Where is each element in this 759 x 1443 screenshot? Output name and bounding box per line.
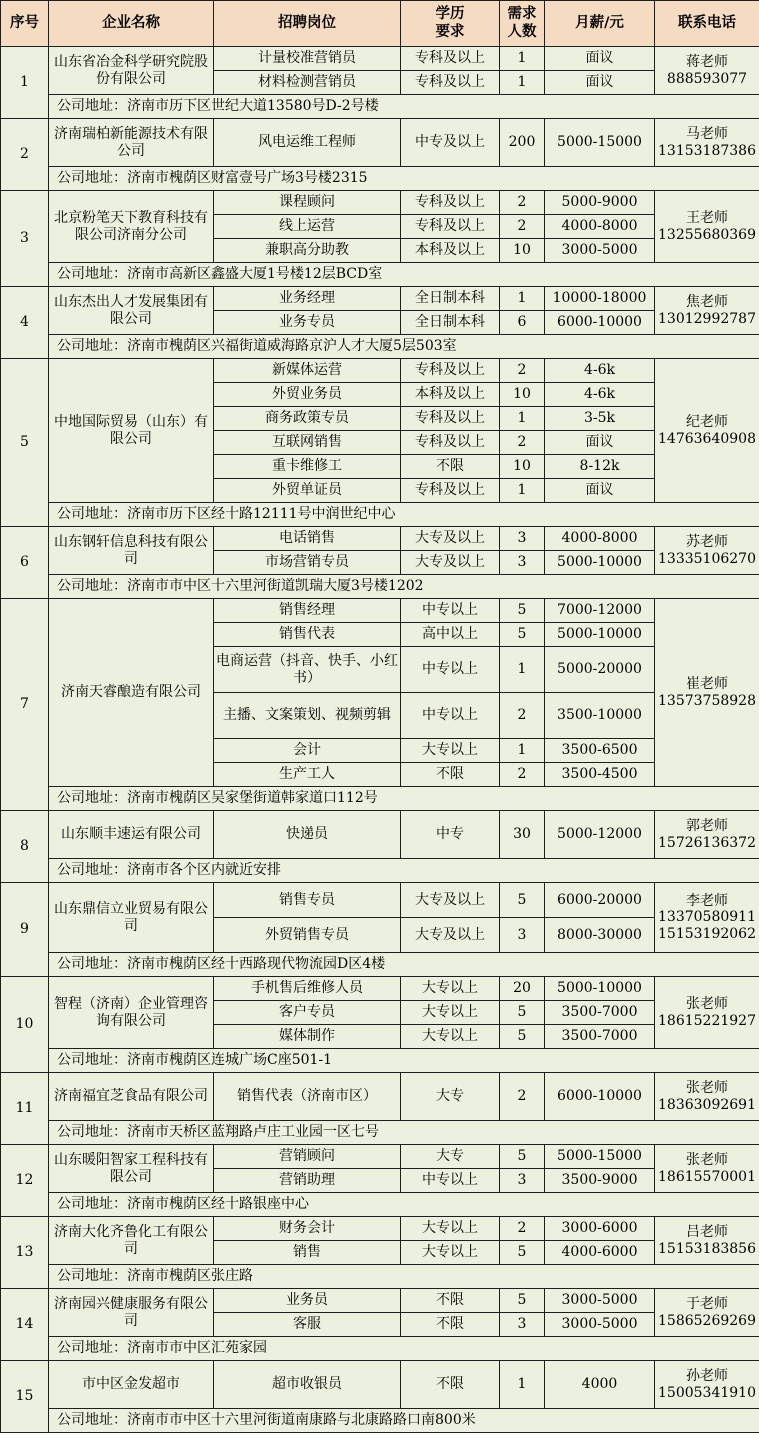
job-count: 5 (500, 1145, 545, 1169)
job-education: 专科及以上 (401, 71, 500, 95)
company-index: 12 (1, 1145, 49, 1217)
company-index: 3 (1, 191, 49, 287)
job-count: 1 (500, 479, 545, 503)
job-count: 5 (500, 883, 545, 918)
job-title: 课程顾问 (214, 191, 401, 215)
address-prefix: 公司地址： (57, 1340, 127, 1357)
job-title: 超市收银员 (214, 1361, 401, 1409)
address-prefix: 公司地址： (57, 578, 127, 595)
company-address (49, 167, 759, 191)
job-salary: 5000-10000 (545, 551, 655, 575)
company-contact: 王老师 13255680369 (655, 191, 759, 263)
address-value: 济南市槐荫区经十西路现代物流园D区4楼 (127, 956, 386, 973)
job-education: 专科及以上 (401, 479, 500, 503)
job-row (1, 191, 759, 215)
company-name: 山东省冶金科学研究院股份有限公司 (49, 47, 214, 95)
job-title: 外贸销售专员 (214, 918, 401, 953)
address-row (1, 1049, 759, 1073)
job-salary: 5000-10000 (545, 977, 655, 1001)
job-education: 本科及以上 (401, 383, 500, 407)
address-prefix: 公司地址： (57, 1196, 127, 1213)
company-index: 10 (1, 977, 49, 1073)
job-education: 大专以上 (401, 1217, 500, 1241)
company-index: 11 (1, 1073, 49, 1145)
job-row (1, 811, 759, 859)
address-row (1, 575, 759, 599)
job-education: 大专以上 (401, 1001, 500, 1025)
address-prefix: 公司地址： (57, 956, 127, 973)
company-contact: 蒋老师 888593077 (655, 47, 759, 95)
header-row (1, 1, 759, 47)
job-education: 大专以上 (401, 739, 500, 763)
company-address (49, 1409, 759, 1433)
address-prefix: 公司地址： (57, 862, 127, 879)
address-prefix: 公司地址： (57, 170, 127, 187)
job-education: 中专以上 (401, 1169, 500, 1193)
job-count: 30 (500, 811, 545, 859)
company-name: 山东鼎信立业贸易有限公司 (49, 883, 214, 953)
job-salary: 3-5k (545, 407, 655, 431)
job-salary: 4-6k (545, 359, 655, 383)
job-education: 大专 (401, 1073, 500, 1121)
job-salary: 5000-15000 (545, 119, 655, 167)
company-contact: 郭老师 15726136372 (655, 811, 759, 859)
job-salary: 面议 (545, 431, 655, 455)
address-row (1, 787, 759, 811)
company-contact: 张老师 18363092691 (655, 1073, 759, 1121)
job-education: 专科及以上 (401, 407, 500, 431)
job-salary: 3500-10000 (545, 693, 655, 739)
job-count: 2 (500, 693, 545, 739)
header-company: 企业名称 (49, 1, 214, 47)
job-education: 专科及以上 (401, 191, 500, 215)
job-salary: 3000-5000 (545, 1289, 655, 1313)
job-education: 不限 (401, 1361, 500, 1409)
job-salary: 4000-8000 (545, 527, 655, 551)
job-count: 5 (500, 1001, 545, 1025)
job-title: 外贸单证员 (214, 479, 401, 503)
job-count: 3 (500, 1313, 545, 1337)
job-salary: 3500-7000 (545, 1025, 655, 1049)
job-row (1, 1289, 759, 1313)
job-salary: 6000-10000 (545, 311, 655, 335)
job-education: 不限 (401, 455, 500, 479)
job-count: 1 (500, 407, 545, 431)
address-value: 济南市槐荫区财富壹号广场3号楼2315 (127, 170, 368, 187)
company-address (49, 95, 759, 119)
company-address (49, 1049, 759, 1073)
job-salary: 面议 (545, 71, 655, 95)
job-title: 业务专员 (214, 311, 401, 335)
company-address (49, 1337, 759, 1361)
address-row (1, 1337, 759, 1361)
job-education: 中专及以上 (401, 119, 500, 167)
company-address (49, 787, 759, 811)
company-index: 8 (1, 811, 49, 883)
job-count: 1 (500, 287, 545, 311)
job-title: 营销助理 (214, 1169, 401, 1193)
job-salary: 5000-12000 (545, 811, 655, 859)
job-salary: 3500-4500 (545, 763, 655, 787)
address-row (1, 953, 759, 977)
address-row (1, 503, 759, 527)
job-count: 3 (500, 1169, 545, 1193)
address-value: 济南市历下区世纪大道13580号D-2号楼 (127, 98, 379, 115)
job-title: 销售专员 (214, 883, 401, 918)
company-index: 1 (1, 47, 49, 119)
company-contact: 李老师 13370580911 15153192062 (655, 883, 759, 953)
job-salary: 7000-12000 (545, 599, 655, 623)
company-name: 市中区金发超市 (49, 1361, 214, 1409)
job-education: 专科及以上 (401, 215, 500, 239)
address-value: 济南市槐荫区兴福街道威海路京沪人才大厦5层503室 (127, 338, 457, 355)
company-name: 山东杰出人才发展集团有限公司 (49, 287, 214, 335)
company-index: 4 (1, 287, 49, 359)
job-education: 大专以上 (401, 1025, 500, 1049)
company-address (49, 1265, 759, 1289)
job-title: 销售经理 (214, 599, 401, 623)
address-row (1, 1265, 759, 1289)
company-name: 山东顺丰速运有限公司 (49, 811, 214, 859)
job-title: 电话销售 (214, 527, 401, 551)
company-index: 6 (1, 527, 49, 599)
header-position: 招聘岗位 (214, 1, 401, 47)
company-contact: 纪老师 14763640908 (655, 359, 759, 503)
company-address (49, 953, 759, 977)
company-contact: 马老师 13153187386 (655, 119, 759, 167)
job-salary: 5000-20000 (545, 647, 655, 693)
job-education: 中专 (401, 811, 500, 859)
address-row (1, 335, 759, 359)
job-education: 大专 (401, 1145, 500, 1169)
address-row (1, 1193, 759, 1217)
job-count: 2 (500, 191, 545, 215)
address-value: 济南市历下区经十路12111号中润世纪中心 (127, 506, 396, 523)
company-address (49, 575, 759, 599)
job-title: 业务经理 (214, 287, 401, 311)
address-prefix: 公司地址： (57, 266, 127, 283)
job-row (1, 1145, 759, 1169)
address-value: 济南市市中区十六里河街道凯瑞大厦3号楼1202 (127, 578, 424, 595)
job-education: 不限 (401, 1289, 500, 1313)
address-prefix: 公司地址： (57, 1412, 127, 1429)
job-education: 全日制本科 (401, 287, 500, 311)
address-prefix: 公司地址： (57, 1268, 127, 1285)
address-prefix: 公司地址： (57, 338, 127, 355)
address-prefix: 公司地址： (57, 98, 127, 115)
company-name: 济南瑞柏新能源技术有限公司 (49, 119, 214, 167)
company-address (49, 335, 759, 359)
job-row (1, 1361, 759, 1409)
job-title: 客户专员 (214, 1001, 401, 1025)
header-count: 需求 人数 (500, 1, 545, 47)
company-contact: 吕老师 15153183856 (655, 1217, 759, 1265)
job-count: 3 (500, 918, 545, 953)
job-row (1, 527, 759, 551)
job-count: 2 (500, 215, 545, 239)
address-value: 济南市槐荫区张庄路 (127, 1268, 253, 1285)
job-count: 2 (500, 359, 545, 383)
job-salary: 3000-5000 (545, 239, 655, 263)
address-value: 济南市市中区汇苑家园 (127, 1340, 267, 1357)
address-value: 济南市槐荫区吴家堡街道韩家道口112号 (127, 790, 378, 807)
job-salary: 面议 (545, 479, 655, 503)
job-title: 销售代表（济南市区） (214, 1073, 401, 1121)
job-education: 专科及以上 (401, 359, 500, 383)
job-salary: 3000-5000 (545, 1313, 655, 1337)
company-contact: 焦老师 13012992787 (655, 287, 759, 335)
job-salary: 6000-20000 (545, 883, 655, 918)
job-row (1, 977, 759, 1001)
job-count: 2 (500, 763, 545, 787)
job-education: 中专以上 (401, 599, 500, 623)
job-title: 媒体制作 (214, 1025, 401, 1049)
job-education: 专科及以上 (401, 431, 500, 455)
job-title: 手机售后维修人员 (214, 977, 401, 1001)
company-index: 15 (1, 1361, 49, 1433)
job-row (1, 359, 759, 383)
company-address (49, 1193, 759, 1217)
address-value: 济南市天桥区蓝翔路卢庄工业园一区七号 (127, 1124, 379, 1141)
job-count: 3 (500, 551, 545, 575)
company-contact: 苏老师 13335106270 (655, 527, 759, 575)
company-name: 济南福宜芝食品有限公司 (49, 1073, 214, 1121)
table-body (1, 47, 759, 1433)
header-salary: 月薪/元 (545, 1, 655, 47)
company-index: 14 (1, 1289, 49, 1361)
job-education: 大专及以上 (401, 527, 500, 551)
job-education: 中专以上 (401, 693, 500, 739)
job-title: 快递员 (214, 811, 401, 859)
job-count: 1 (500, 47, 545, 71)
address-row (1, 859, 759, 883)
job-count: 5 (500, 1025, 545, 1049)
company-name: 济南园兴健康服务有限公司 (49, 1289, 214, 1337)
company-address (49, 859, 759, 883)
job-salary: 10000-18000 (545, 287, 655, 311)
address-value: 济南市各个区内就近安排 (127, 862, 281, 879)
job-count: 10 (500, 383, 545, 407)
address-row (1, 1121, 759, 1145)
job-education: 大专及以上 (401, 883, 500, 918)
address-row (1, 263, 759, 287)
address-value: 济南市市中区十六里河街道南康路与北康路路口南800米 (127, 1412, 476, 1429)
header-education: 学历 要求 (401, 1, 500, 47)
company-contact: 孙老师 15005341910 (655, 1361, 759, 1409)
job-salary: 4000 (545, 1361, 655, 1409)
job-salary: 面议 (545, 47, 655, 71)
job-salary: 3000-6000 (545, 1217, 655, 1241)
company-contact: 张老师 18615570001 (655, 1145, 759, 1193)
job-count: 1 (500, 647, 545, 693)
company-name: 济南天睿酿造有限公司 (49, 599, 214, 787)
company-name: 山东钢轩信息科技有限公司 (49, 527, 214, 575)
job-count: 5 (500, 623, 545, 647)
company-index: 9 (1, 883, 49, 977)
header-index: 序号 (1, 1, 49, 47)
job-salary: 3500-9000 (545, 1169, 655, 1193)
job-row (1, 1217, 759, 1241)
job-education: 高中以上 (401, 623, 500, 647)
job-title: 市场营销专员 (214, 551, 401, 575)
job-title: 计量校准营销员 (214, 47, 401, 71)
job-count: 5 (500, 1289, 545, 1313)
job-title: 兼职高分助教 (214, 239, 401, 263)
job-salary: 6000-10000 (545, 1073, 655, 1121)
job-title: 互联网销售 (214, 431, 401, 455)
job-education: 专科及以上 (401, 47, 500, 71)
address-prefix: 公司地址： (57, 790, 127, 807)
address-value: 济南市槐荫区连城广场C座501-1 (127, 1052, 333, 1069)
job-education: 大专及以上 (401, 551, 500, 575)
address-row (1, 95, 759, 119)
job-education: 不限 (401, 1313, 500, 1337)
job-count: 200 (500, 119, 545, 167)
job-count: 10 (500, 455, 545, 479)
job-title: 销售代表 (214, 623, 401, 647)
company-address (49, 263, 759, 287)
job-row (1, 119, 759, 167)
job-salary: 3500-7000 (545, 1001, 655, 1025)
job-salary: 4000-6000 (545, 1241, 655, 1265)
job-salary: 3500-6500 (545, 739, 655, 763)
job-count: 10 (500, 239, 545, 263)
header-contact: 联系电话 (655, 1, 759, 47)
company-name: 济南大化齐鲁化工有限公司 (49, 1217, 214, 1265)
address-row (1, 167, 759, 191)
job-salary: 5000-15000 (545, 1145, 655, 1169)
company-index: 2 (1, 119, 49, 191)
job-title: 风电运维工程师 (214, 119, 401, 167)
company-name: 智程（济南）企业管理咨询有限公司 (49, 977, 214, 1049)
company-contact: 崔老师 13573758928 (655, 599, 759, 787)
job-title: 生产工人 (214, 763, 401, 787)
job-title: 重卡维修工 (214, 455, 401, 479)
company-address (49, 1121, 759, 1145)
job-count: 20 (500, 977, 545, 1001)
job-row (1, 599, 759, 623)
job-title: 营销顾问 (214, 1145, 401, 1169)
job-education: 中专以上 (401, 647, 500, 693)
job-salary: 8000-30000 (545, 918, 655, 953)
job-title: 客服 (214, 1313, 401, 1337)
company-name: 北京粉笔天下教育科技有限公司济南分公司 (49, 191, 214, 263)
job-education: 本科及以上 (401, 239, 500, 263)
job-title: 线上运营 (214, 215, 401, 239)
company-name: 中地国际贸易（山东）有限公司 (49, 359, 214, 503)
job-salary: 4000-8000 (545, 215, 655, 239)
job-education: 全日制本科 (401, 311, 500, 335)
company-index: 7 (1, 599, 49, 811)
job-count: 6 (500, 311, 545, 335)
address-prefix: 公司地址： (57, 1124, 127, 1141)
job-title: 电商运营（抖音、快手、小红书） (214, 647, 401, 693)
job-title: 材料检测营销员 (214, 71, 401, 95)
job-title: 外贸业务员 (214, 383, 401, 407)
job-row (1, 287, 759, 311)
job-education: 大专以上 (401, 977, 500, 1001)
job-count: 3 (500, 527, 545, 551)
job-row (1, 1073, 759, 1121)
address-row (1, 1409, 759, 1433)
company-index: 13 (1, 1217, 49, 1289)
job-salary: 5000-9000 (545, 191, 655, 215)
job-title: 新媒体运营 (214, 359, 401, 383)
job-education: 大专以上 (401, 1241, 500, 1265)
job-salary: 8-12k (545, 455, 655, 479)
job-row (1, 883, 759, 918)
job-count: 1 (500, 71, 545, 95)
job-salary: 5000-10000 (545, 623, 655, 647)
job-count: 2 (500, 1073, 545, 1121)
job-count: 2 (500, 431, 545, 455)
job-salary: 4-6k (545, 383, 655, 407)
company-contact: 于老师 15865269269 (655, 1289, 759, 1337)
address-value: 济南市高新区鑫盛大厦1号楼12层BCD室 (127, 266, 383, 283)
company-index: 5 (1, 359, 49, 527)
job-count: 5 (500, 599, 545, 623)
job-education: 不限 (401, 763, 500, 787)
job-count: 1 (500, 739, 545, 763)
company-address (49, 503, 759, 527)
job-count: 5 (500, 1241, 545, 1265)
job-education: 大专及以上 (401, 918, 500, 953)
company-name: 山东暖阳智家工程科技有限公司 (49, 1145, 214, 1193)
address-value: 济南市槐荫区经十路银座中心 (127, 1196, 309, 1213)
job-title: 主播、文案策划、视频剪辑 (214, 693, 401, 739)
job-row (1, 47, 759, 71)
job-title: 业务员 (214, 1289, 401, 1313)
address-prefix: 公司地址： (57, 506, 127, 523)
company-contact: 张老师 18615221927 (655, 977, 759, 1049)
job-title: 销售 (214, 1241, 401, 1265)
job-title: 会计 (214, 739, 401, 763)
job-title: 商务政策专员 (214, 407, 401, 431)
job-title: 财务会计 (214, 1217, 401, 1241)
job-count: 1 (500, 1361, 545, 1409)
address-prefix: 公司地址： (57, 1052, 127, 1069)
job-count: 2 (500, 1217, 545, 1241)
